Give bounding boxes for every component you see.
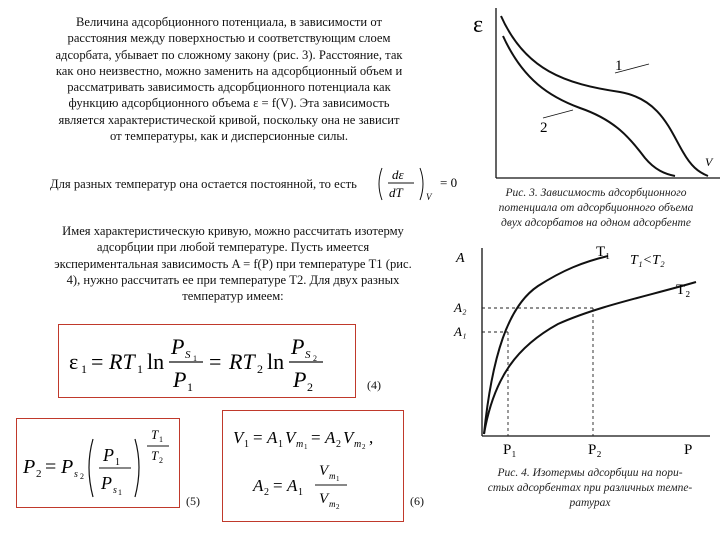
svg-text:1: 1: [81, 362, 87, 376]
svg-text:V: V: [426, 192, 432, 202]
fig4-caption: [470, 466, 710, 511]
fig4-caption-line: ратурах: [569, 497, 611, 509]
fig3-curve-2-label: 2: [540, 120, 548, 136]
equation-4-number: (4): [367, 378, 381, 392]
svg-text:=: =: [273, 476, 283, 495]
svg-text:1: 1: [137, 362, 143, 376]
svg-text:m: m: [329, 499, 336, 509]
svg-text:T: T: [151, 427, 159, 442]
p1-line: от температуры, как и дисперсионные силы.: [110, 129, 348, 144]
svg-text:dT: dT: [389, 185, 403, 200]
svg-text:V: V: [319, 463, 329, 479]
svg-text:1: 1: [159, 435, 163, 444]
fig3-y-label: ε: [473, 12, 484, 38]
fig4-x-label: P: [684, 442, 693, 458]
p1-line: как оно неизвестно, можно заменить на адсорбционный объем и: [55, 63, 403, 78]
svg-text:P: P: [171, 334, 185, 359]
svg-text:2: 2: [336, 439, 341, 450]
p1-line: рассматривать зависимость адсорбционного потенциала как: [67, 80, 391, 95]
svg-text:=: =: [311, 428, 321, 447]
p3-line: Имея характеристическую кривую, можно рассчитать изотерму: [62, 224, 404, 238]
svg-text:P: P: [103, 445, 114, 465]
svg-text:V: V: [233, 428, 244, 447]
fig4-a1-label: A₁: [454, 324, 467, 339]
p1-line: является характеристической кривой, поскольку она не зависит: [58, 112, 400, 127]
svg-text:1: 1: [298, 487, 303, 498]
equation-5-box: [16, 418, 180, 508]
svg-text:m: m: [354, 439, 362, 450]
svg-text:2: 2: [313, 354, 317, 363]
paragraph-characteristic-curve: [40, 14, 418, 144]
fig3-caption-line: Рис. 3. Зависимость адсорбционного: [505, 187, 687, 199]
fig4-plot: [448, 236, 720, 462]
fig4-curve-t1: [484, 256, 608, 434]
svg-text:1: 1: [278, 439, 283, 450]
svg-text:=: =: [209, 349, 222, 374]
p3-line: температур имеем:: [182, 289, 284, 304]
svg-text:A: A: [325, 428, 336, 447]
svg-text:S: S: [185, 349, 191, 361]
equation-5-number: (5): [186, 494, 200, 508]
svg-text:1: 1: [187, 380, 193, 394]
fig4-caption-line: Рис. 4. Изотермы адсорбции на пори-: [497, 467, 683, 479]
p1-line: Величина адсорбционного потенциала, в зависимости от: [76, 15, 382, 29]
equation-4: [59, 325, 355, 397]
svg-text:A: A: [267, 428, 278, 447]
fig3-caption: [472, 186, 720, 231]
fig4-curve-t2: [484, 282, 696, 434]
svg-text:ln: ln: [147, 349, 165, 374]
fig3-leader-2: [543, 110, 573, 118]
svg-text:2: 2: [362, 443, 366, 451]
p1-line: функцию адсорбционного объема ε = f(V). Эта зависимость: [68, 96, 390, 111]
equation-6: [223, 411, 403, 521]
svg-text:2: 2: [36, 468, 42, 480]
svg-text:2: 2: [80, 472, 84, 481]
paragraph-constant-temperature: Для разных температур она остается постоянной, то есть: [50, 177, 357, 191]
p3-line: адсорбции при любой температуре. Пусть имеется: [96, 240, 370, 255]
fig4-t1-label: T₁: [596, 244, 611, 260]
svg-text:T: T: [151, 448, 159, 463]
svg-text:RT: RT: [229, 349, 255, 374]
svg-text:m: m: [296, 439, 304, 450]
svg-text:m: m: [329, 471, 336, 481]
svg-text:P: P: [101, 473, 112, 493]
equation-6-number: (6): [410, 494, 424, 508]
fig4-a2-label: A₂: [454, 300, 467, 315]
fig4-t2-label: T₂: [676, 282, 691, 298]
svg-text:A: A: [287, 476, 298, 495]
fig3-x-label: V: [705, 155, 713, 169]
fig3-curve-1: [501, 16, 708, 176]
svg-text:1: 1: [304, 443, 308, 451]
svg-text:1: 1: [244, 439, 249, 450]
svg-text:,: ,: [369, 428, 374, 447]
svg-text:1: 1: [336, 475, 340, 483]
derivative-formula: [372, 164, 468, 204]
fig3-curve-1-label: 1: [615, 58, 623, 74]
svg-text:1: 1: [115, 457, 120, 468]
svg-text:=: =: [45, 456, 57, 478]
svg-text:V: V: [319, 491, 329, 507]
svg-text:2: 2: [307, 380, 313, 394]
svg-text:V: V: [343, 428, 354, 447]
paragraph-isotherm: [28, 223, 438, 304]
svg-text:=: =: [91, 349, 104, 374]
fig4-p1-label: P₁: [503, 442, 517, 458]
svg-text:dε: dε: [392, 167, 404, 182]
svg-text:2: 2: [159, 456, 163, 465]
equation-4-box: [58, 324, 356, 398]
svg-text:P: P: [293, 367, 307, 392]
fig4-p2-label: P₂: [588, 442, 602, 458]
svg-text:s: s: [113, 485, 117, 496]
equation-6-box: [222, 410, 404, 522]
fig3-caption-line: двух адсорбатов на одном адсорбенте: [501, 217, 691, 229]
svg-text:P: P: [291, 334, 305, 359]
svg-text:2: 2: [336, 503, 340, 511]
p1-line: адсорбата, убывает по сложному закону (рис. 3). Расстояние, так: [55, 47, 403, 62]
svg-text:P: P: [173, 367, 187, 392]
svg-text:2: 2: [264, 487, 269, 498]
svg-text:=: =: [253, 428, 263, 447]
derivative-equals-zero: = 0: [440, 175, 458, 190]
p1-line: расстояния между поверхностью и соответствующим слоем: [67, 31, 391, 46]
fig4-caption-line: стых адсорбентах при различных темпе-: [487, 482, 693, 494]
svg-text:P: P: [23, 456, 36, 478]
fig3-plot: [455, 0, 720, 182]
svg-text:V: V: [285, 428, 296, 447]
fig4-t-relation: T₁<T₂: [630, 253, 665, 268]
svg-text:A: A: [253, 476, 264, 495]
svg-text:ln: ln: [267, 349, 285, 374]
p3-line: 4), нужно рассчитать ее при температуре T2. Для двух разных: [66, 272, 400, 287]
fig3-caption-line: потенциала от адсорбционного объема: [498, 202, 694, 214]
svg-text:RT: RT: [109, 349, 135, 374]
svg-text:P: P: [61, 456, 74, 478]
svg-text:1: 1: [193, 354, 197, 363]
svg-text:1: 1: [118, 488, 122, 497]
svg-text:S: S: [305, 349, 311, 361]
svg-text:ε: ε: [69, 349, 79, 374]
fig4-y-label: A: [456, 251, 465, 266]
equation-5: [17, 419, 179, 507]
svg-text:s: s: [74, 469, 78, 480]
p3-line: экспериментальная зависимость A = f(P) при температуре T1 (рис.: [54, 256, 412, 271]
svg-text:2: 2: [257, 362, 263, 376]
